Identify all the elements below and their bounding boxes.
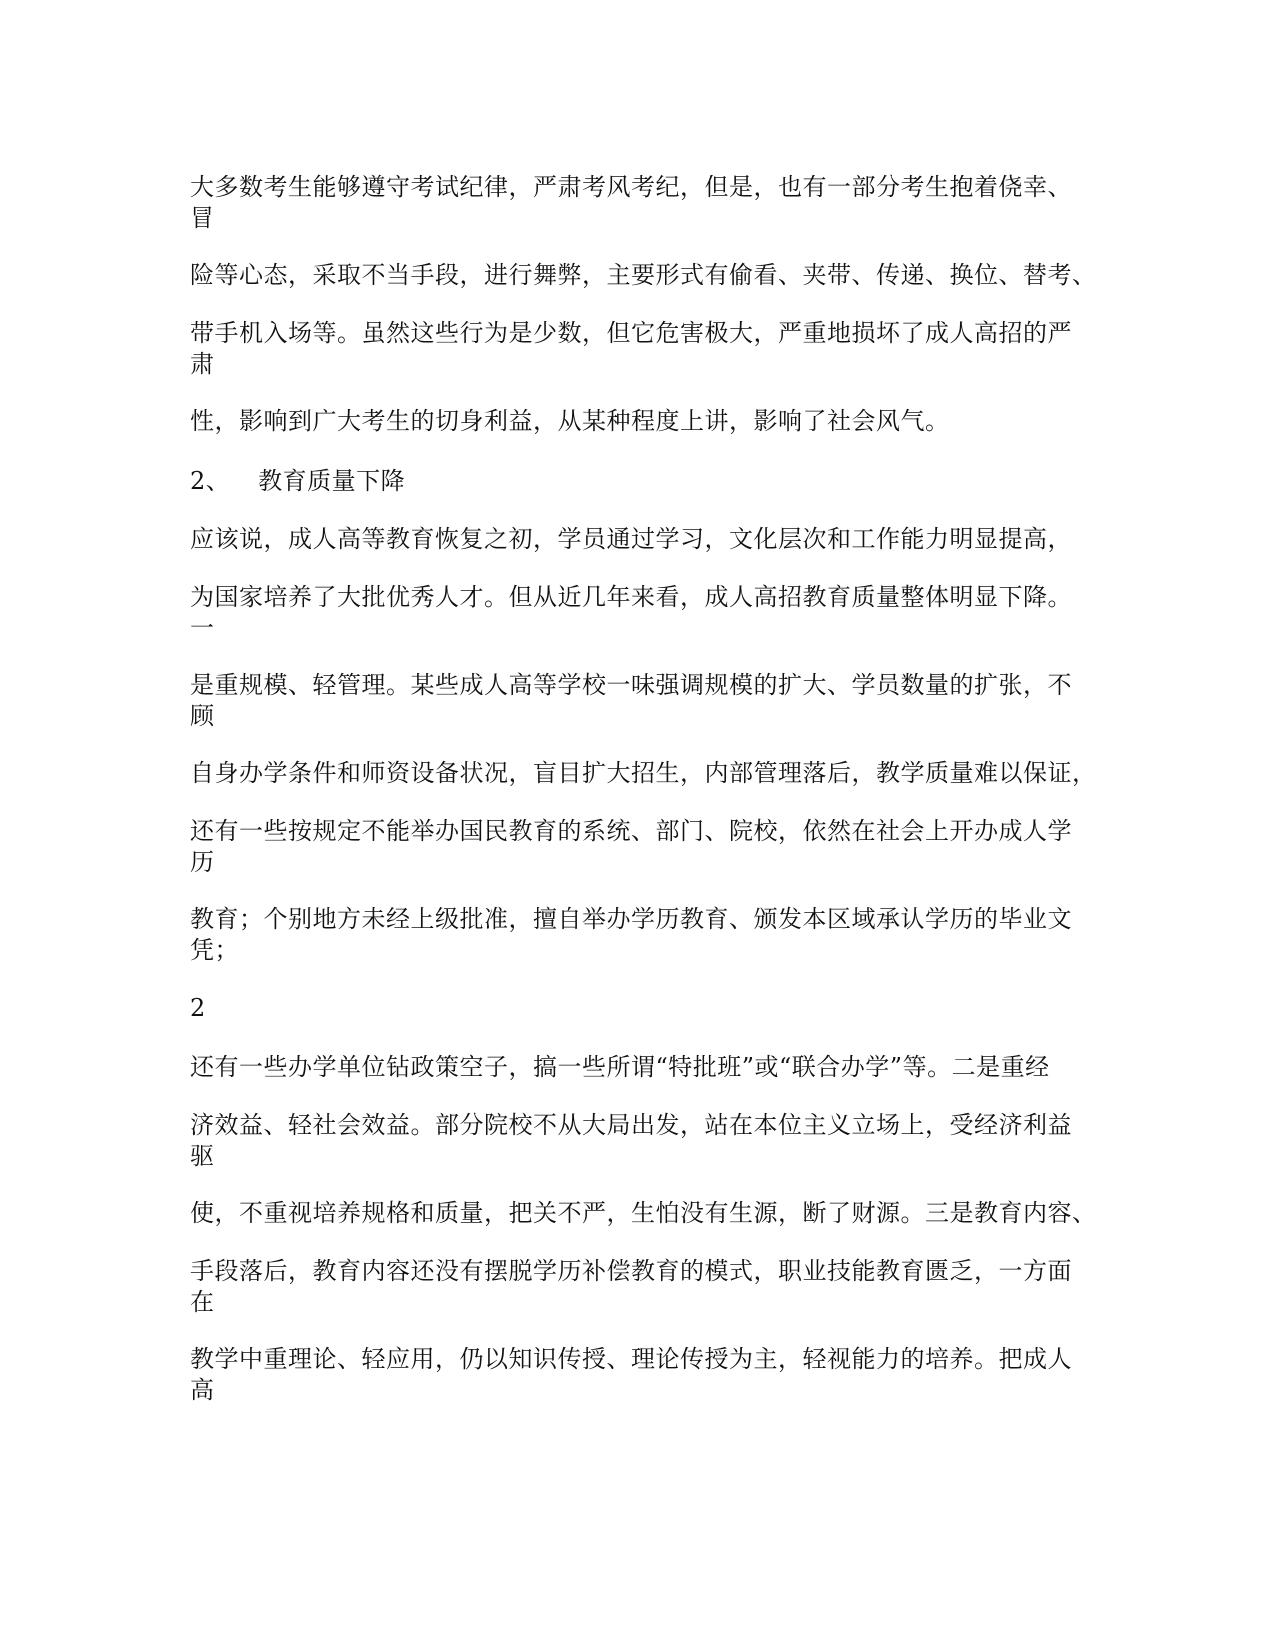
line-text: 应该说，成人高等教育恢复之初，学员通过学习，文化层次和工作能力明显提高， (190, 525, 1072, 553)
text-line (190, 582, 1090, 643)
line-overflow-text: 顾 (190, 702, 215, 730)
text-line (190, 1052, 1090, 1082)
text-line (190, 1198, 1097, 1228)
line-overflow-text: 历 (190, 848, 215, 876)
line-text: 大多数考生能够遵守考试纪律，严肃考风考纪，但是，也有一部分考生抱着侥幸、 (190, 173, 1072, 201)
text-line (190, 1344, 1090, 1405)
text-line (190, 670, 1090, 731)
text-line (190, 1256, 1090, 1317)
text-line (190, 318, 1090, 379)
page-number-text: 2 (190, 994, 206, 1022)
line-text: 带手机入场等。虽然这些行为是少数，但它危害极大，严重地损坏了成人高招的严 (190, 319, 1072, 347)
line-overflow-text: 一 (190, 614, 215, 642)
line-overflow-text: 高 (190, 1376, 215, 1404)
section-heading (190, 466, 1090, 496)
line-text: 险等心态，采取不当手段，进行舞弊，主要形式有偷看、夹带、传递、换位、替考、 (190, 261, 1097, 289)
text-line (190, 406, 1090, 436)
line-text: 手段落后，教育内容还没有摆脱学历补偿教育的模式，职业技能教育匮乏，一方面 (190, 1257, 1072, 1285)
line-text: 教学中重理论、轻应用，仍以知识传授、理论传授为主，轻视能力的培养。把成人 (190, 1345, 1072, 1373)
text-line (190, 904, 1090, 965)
line-overflow-text: 肃 (190, 350, 215, 378)
heading-title: 教育质量下降 (258, 467, 406, 495)
line-text: 自身办学条件和师资设备状况，盲目扩大招生，内部管理落后，教学质量难以保证， (190, 759, 1097, 787)
page-number (190, 993, 1090, 1023)
line-text: 教育；个别地方未经上级批准，擅自举办学历教育、颁发本区域承认学历的毕业文 (190, 905, 1072, 933)
line-text: 是重规模、轻管理。某些成人高等学校一味强调规模的扩大、学员数量的扩张，不 (190, 671, 1072, 699)
text-line (190, 524, 1090, 554)
line-text: 济效益、轻社会效益。部分院校不从大局出发，站在本位主义立场上，受经济利益 (190, 1111, 1072, 1139)
text-line (190, 1110, 1090, 1171)
line-text: 性，影响到广大考生的切身利益，从某种程度上讲，影响了社会风气。 (190, 407, 950, 435)
heading-number: 2、 (190, 467, 231, 495)
line-overflow-text: 在 (190, 1288, 215, 1316)
text-line (190, 758, 1097, 788)
line-overflow-text: 凭； (190, 936, 239, 964)
line-text: 为国家培养了大批优秀人才。但从近几年来看，成人高招教育质量整体明显下降。 (190, 583, 1072, 611)
text-line (190, 260, 1097, 290)
line-overflow-text: 驱 (190, 1142, 215, 1170)
text-line (190, 172, 1090, 233)
line-text: 还有一些办学单位钻政策空子，搞一些所谓“特批班”或“联合办学”等。二是重经 (190, 1053, 1050, 1081)
line-text: 使，不重视培养规格和质量，把关不严，生怕没有生源，断了财源。三是教育内容、 (190, 1199, 1097, 1227)
line-overflow-text: 冒 (190, 204, 215, 232)
text-line (190, 816, 1090, 877)
line-text: 还有一些按规定不能举办国民教育的系统、部门、院校，依然在社会上开办成人学 (190, 817, 1072, 845)
